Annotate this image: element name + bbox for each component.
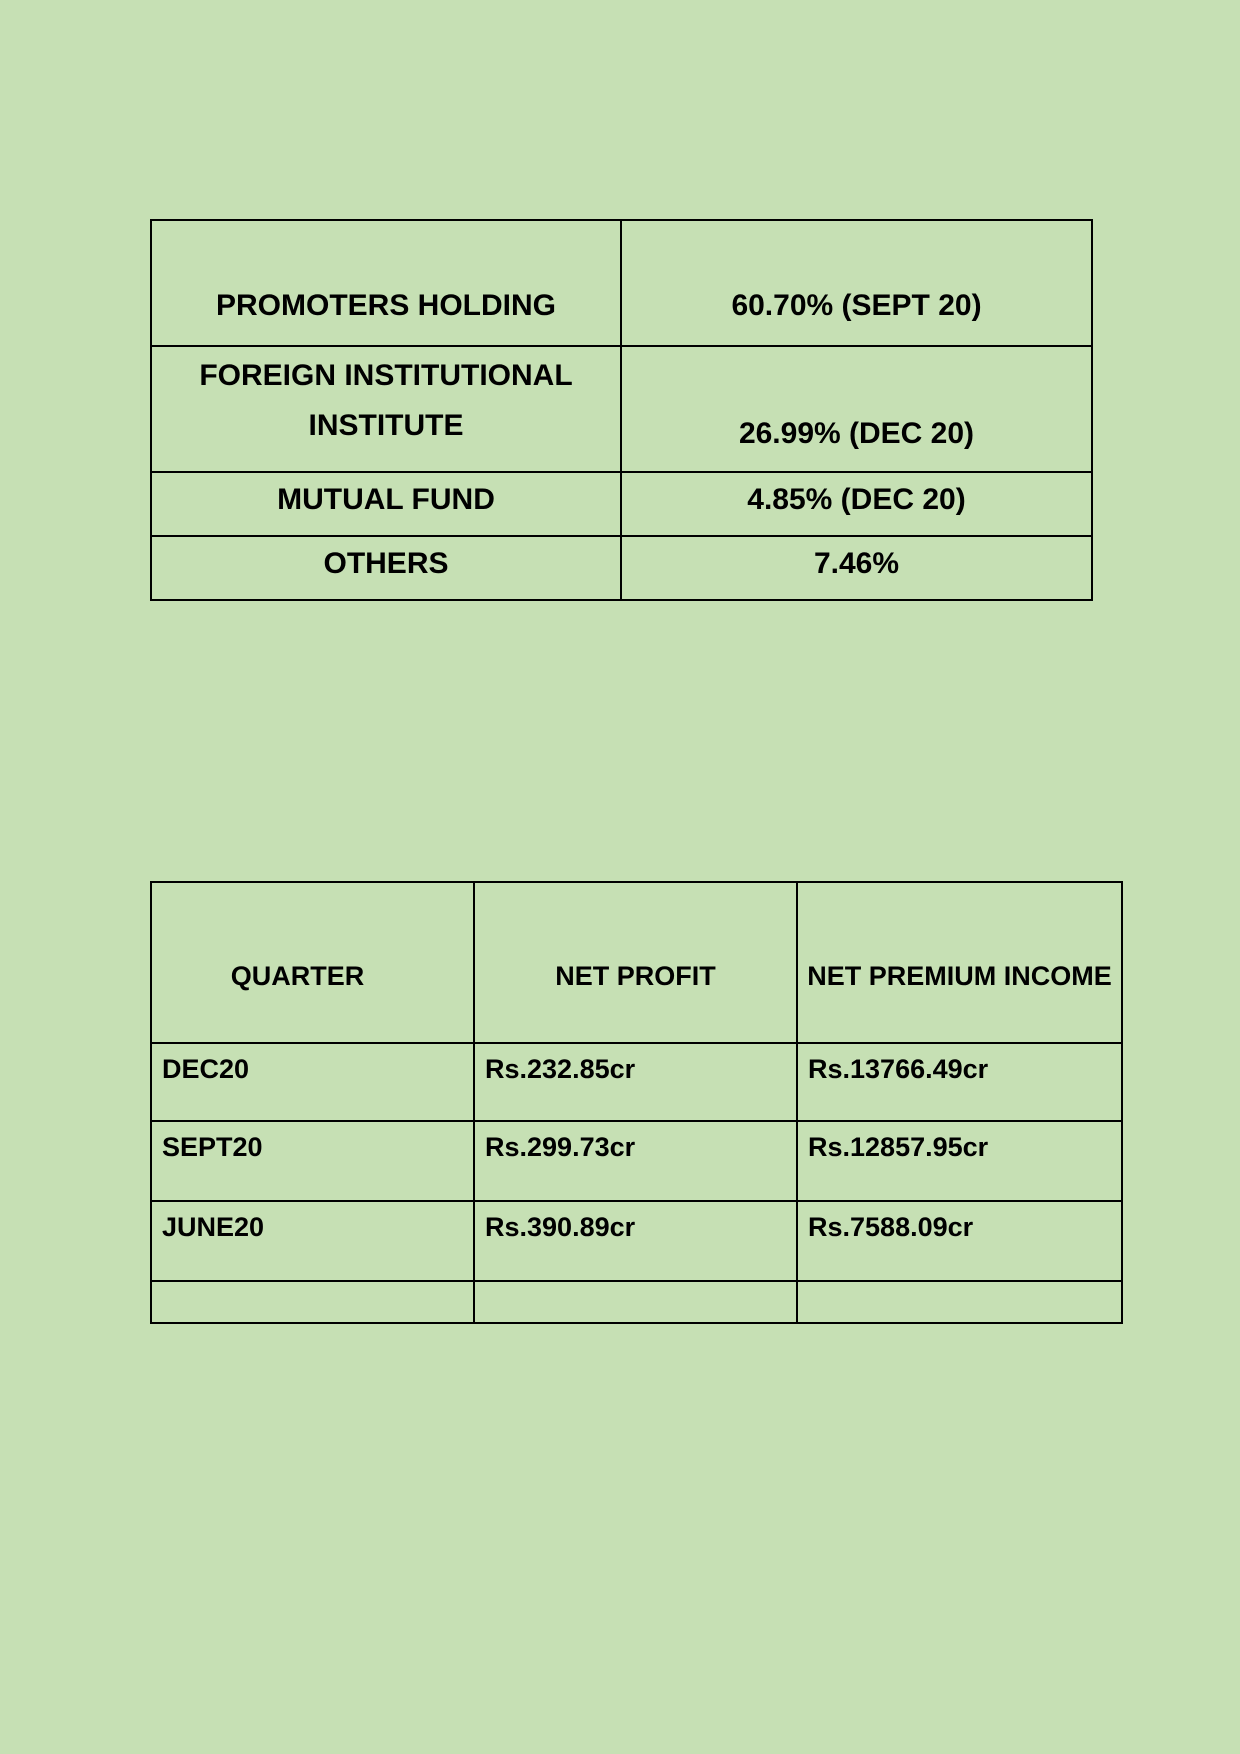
table-row: [151, 536, 1092, 600]
table-row: [151, 472, 1092, 536]
quarter-cell: SEPT20: [151, 1121, 474, 1201]
empty-table-row: [151, 1281, 1122, 1323]
quarter-cell: JUNE20: [151, 1201, 474, 1281]
table-row: [151, 1201, 1122, 1281]
empty-cell: [151, 1281, 474, 1323]
holding-label: MUTUAL FUND: [151, 472, 621, 536]
empty-cell: [797, 1281, 1122, 1323]
table-row: [151, 1121, 1122, 1201]
holding-value: 26.99% (DEC 20): [621, 346, 1092, 472]
empty-cell: [474, 1281, 797, 1323]
holding-label: OTHERS: [151, 536, 621, 600]
net-premium-income-cell: Rs.12857.95cr: [797, 1121, 1122, 1201]
quarter-cell: DEC20: [151, 1043, 474, 1121]
holding-label: FOREIGN INSTITUTIONAL INSTITUTE: [151, 346, 621, 472]
holding-label: PROMOTERS HOLDING: [151, 220, 621, 346]
column-header-quarter: QUARTER: [151, 882, 474, 1043]
holding-value: 4.85% (DEC 20): [621, 472, 1092, 536]
holding-value: 7.46%: [621, 536, 1092, 600]
net-profit-cell: Rs.232.85cr: [474, 1043, 797, 1121]
net-premium-income-cell: Rs.7588.09cr: [797, 1201, 1122, 1281]
table-row: [151, 346, 1092, 472]
table-row: [151, 220, 1092, 346]
net-profit-cell: Rs.390.89cr: [474, 1201, 797, 1281]
column-header-net-profit: NET PROFIT: [474, 882, 797, 1043]
column-header-net-premium-income: NET PREMIUM INCOME: [797, 882, 1122, 1043]
quarterly-results-table: [150, 881, 1123, 1324]
net-premium-income-cell: Rs.13766.49cr: [797, 1043, 1122, 1121]
table-row: [151, 1043, 1122, 1121]
holding-value: 60.70% (SEPT 20): [621, 220, 1092, 346]
shareholding-table: [150, 219, 1093, 601]
table-header-row: [151, 882, 1122, 1043]
net-profit-cell: Rs.299.73cr: [474, 1121, 797, 1201]
